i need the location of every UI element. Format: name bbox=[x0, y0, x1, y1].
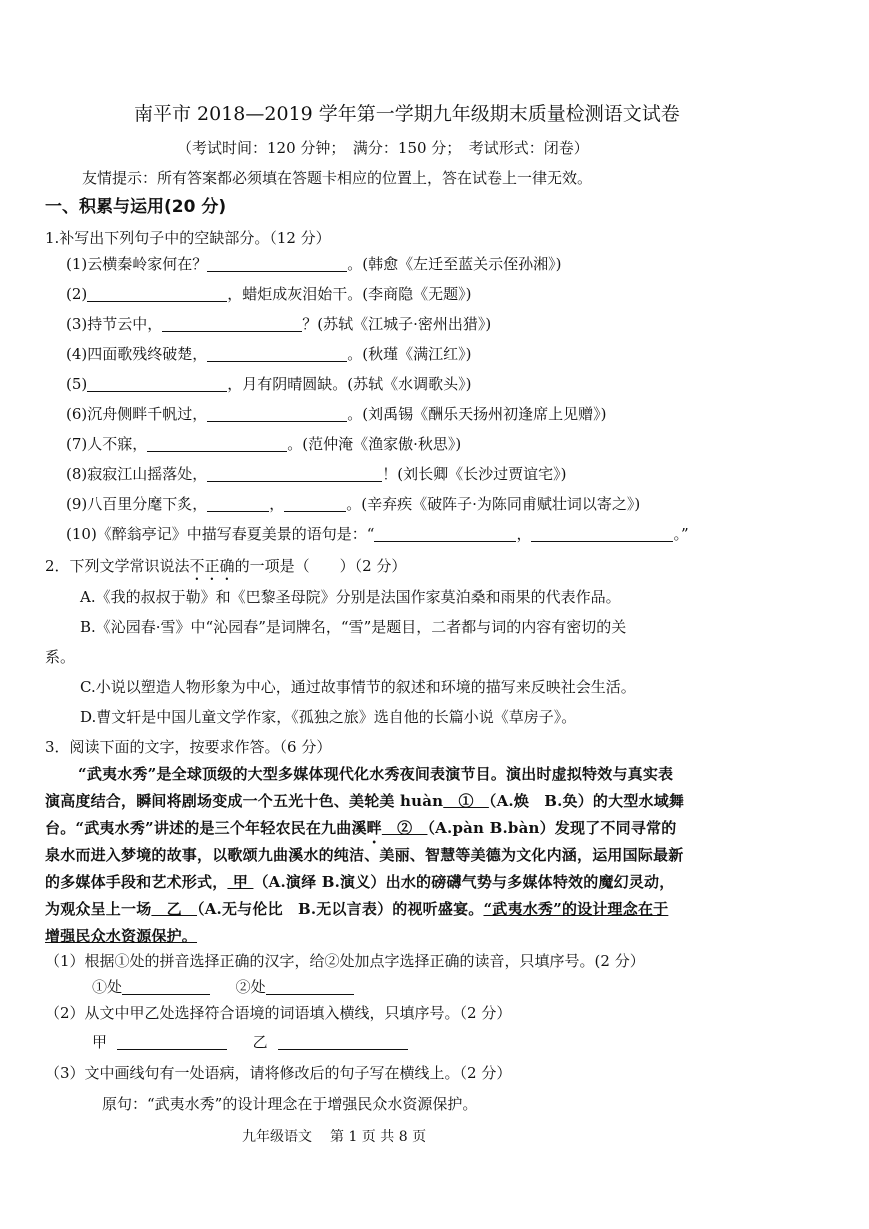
exam-info: （考试时间：120 分钟； 满分：150 分； 考试形式：闭卷） bbox=[177, 139, 589, 157]
q3-sub-2-answers bbox=[92, 1031, 408, 1053]
passage-6a: 为观众呈上一场 bbox=[45, 900, 152, 918]
q1-item-2-pre: (2) bbox=[66, 285, 88, 303]
passage-2a: 演高度结合，瞬间将剧场变成一个五光十色、美轮美 huàn bbox=[45, 792, 444, 810]
q3-sub-3-original: 原句：“武夷水秀”的设计理念在于增强民众水资源保护。 bbox=[102, 1095, 478, 1113]
blank-2-marker: ② bbox=[381, 819, 428, 837]
q3-sub-1-label-b: ②处 bbox=[235, 978, 266, 996]
footer-page-number: 第 1 页 共 8 页 bbox=[330, 1129, 427, 1145]
answer-blank[interactable] bbox=[162, 315, 302, 332]
q2-stem-emphasis: 不正确 bbox=[189, 557, 235, 575]
q1-item-6 bbox=[66, 403, 606, 425]
q1-item-8-pre: (8)寂寂江山摇落处， bbox=[66, 465, 208, 483]
q2-option-b: B.《沁园春·雪》中“沁园春”是词牌名，“雪”是题目，二者都与词的内容有密切的关 bbox=[80, 618, 627, 636]
answer-blank[interactable] bbox=[87, 375, 227, 392]
section-heading: 一、积累与运用(20 分) bbox=[45, 197, 227, 217]
q1-item-9 bbox=[66, 493, 640, 515]
q1-item-8 bbox=[66, 463, 566, 485]
answer-blank[interactable] bbox=[207, 345, 347, 362]
q1-item-9-pre: (9)八百里分麾下炙， bbox=[66, 495, 208, 513]
answer-blank[interactable] bbox=[207, 495, 269, 512]
q1-item-4-post: 。(秋瑾《满江红》) bbox=[347, 345, 472, 363]
q1-item-9-mid: ， bbox=[269, 495, 285, 513]
answer-blank[interactable] bbox=[207, 405, 347, 422]
q3-sub-1-answers bbox=[92, 976, 354, 998]
q1-item-10-mid: ， bbox=[516, 525, 532, 543]
passage-line-4: 泉水而进入梦境的故事，以歌颂九曲溪水的纯洁、美丽、智慧等美德为文化内涵，运用国际最新 bbox=[45, 846, 684, 864]
q2-option-a: A.《我的叔叔于勒》和《巴黎圣母院》分别是法国作家莫泊桑和雨果的代表作品。 bbox=[80, 588, 621, 606]
answer-blank[interactable] bbox=[374, 525, 516, 542]
passage-2b: （A.焕 B.奂）的大型水域舞 bbox=[488, 792, 685, 810]
q1-item-8-post: ！(刘长卿《长沙过贾谊宅》) bbox=[382, 465, 567, 483]
passage-3b: （A.pàn B.bàn）发现了不同寻常的 bbox=[427, 819, 677, 837]
passage-line-1: “武夷水秀”是全球顶级的大型多媒体现代化水秀夜间表演节目。演出时虚拟特效与真实表 bbox=[78, 765, 674, 783]
passage-6b: （A.无与伦比 B.无以言表）的视听盛宴。 bbox=[197, 900, 484, 918]
question-3-stem: 3．阅读下面的文字，按要求作答。（6 分） bbox=[45, 738, 332, 756]
friendly-tip: 友情提示：所有答案都必须填在答题卡相应的位置上，答在试卷上一律无效。 bbox=[82, 169, 593, 187]
q2-option-d: D.曹文轩是中国儿童文学作家，《孤独之旅》选自他的长篇小说《草房子》。 bbox=[80, 708, 577, 726]
q3-sub-1: （1）根据①处的拼音选择正确的汉字，给②处加点字选择正确的读音，只填序号。(2 分） bbox=[45, 952, 645, 970]
q2-option-b-cont: 系。 bbox=[45, 648, 76, 666]
answer-blank[interactable] bbox=[147, 435, 287, 452]
question-2-stem bbox=[45, 555, 406, 584]
q3-sub-3: （3）文中画线句有一处语病，请将修改后的句子写在横线上。（2 分） bbox=[45, 1064, 512, 1082]
q1-item-1-pre: (1)云横秦岭家何在？ bbox=[66, 255, 208, 273]
passage-5a: 的多媒体手段和艺术形式， bbox=[45, 873, 228, 891]
q1-item-3-post: ？(苏轼《江城子·密州出猎》) bbox=[302, 315, 492, 333]
q1-item-4-pre: (4)四面歌残终破楚， bbox=[66, 345, 208, 363]
q1-item-4 bbox=[66, 343, 471, 365]
passage-line-7 bbox=[45, 925, 197, 947]
q1-item-2-post: ，蜡炬成灰泪始干。(李商隐《无题》) bbox=[227, 285, 472, 303]
passage-line-5 bbox=[45, 871, 674, 893]
q1-item-3-pre: (3)持节云中， bbox=[66, 315, 163, 333]
answer-blank[interactable] bbox=[266, 978, 354, 995]
q2-stem-a: 2．下列文学常识说法 bbox=[45, 557, 190, 575]
q1-item-10-pre: (10)《醉翁亭记》中描写春夏美景的语句是：“ bbox=[66, 525, 375, 543]
q1-item-10 bbox=[66, 523, 689, 545]
q1-item-5 bbox=[66, 373, 471, 395]
answer-blank[interactable] bbox=[207, 255, 347, 272]
q1-item-5-post: ，月有阴晴圆缺。(苏轼《水调歌头》) bbox=[227, 375, 472, 393]
footer bbox=[242, 1126, 426, 1148]
passage-5b: （A.演绎 B.演义）出水的磅礴气势与多媒体特效的魔幻灵动， bbox=[253, 873, 675, 891]
q3-sub-1-label-a: ①处 bbox=[92, 978, 123, 996]
q1-item-6-post: 。(刘禹锡《酬乐天扬州初逢席上见赠》) bbox=[347, 405, 607, 423]
underlined-sentence-part-1: “武夷水秀”的设计理念在于 bbox=[483, 900, 669, 918]
q1-item-7-post: 。(范仲淹《渔家傲·秋思》) bbox=[287, 435, 462, 453]
answer-blank[interactable] bbox=[207, 465, 382, 482]
blank-yi-marker: 乙 bbox=[151, 900, 198, 918]
passage-line-3 bbox=[45, 817, 676, 847]
page-title: 南平市 2018—2019 学年第一学期九年级期末质量检测语文试卷 bbox=[134, 103, 680, 125]
q1-item-1 bbox=[66, 253, 561, 275]
q1-item-7-pre: (7)人不寐， bbox=[66, 435, 148, 453]
q1-item-1-post: 。(韩愈《左迁至蓝关示侄孙湘》) bbox=[347, 255, 562, 273]
q3-sub-2-label-yi: 乙 bbox=[252, 1033, 268, 1051]
q1-item-6-pre: (6)沉舟侧畔千帆过， bbox=[66, 405, 208, 423]
blank-1-marker: ① bbox=[443, 792, 489, 810]
answer-blank[interactable] bbox=[531, 525, 673, 542]
q1-item-3 bbox=[66, 313, 491, 335]
q2-option-c: C.小说以塑造人物形象为中心，通过故事情节的叙述和环境的描写来反映社会生活。 bbox=[80, 678, 636, 696]
q1-item-2 bbox=[66, 283, 471, 305]
q3-sub-2: （2）从文中甲乙处选择符合语境的词语填入横线，只填序号。（2 分） bbox=[45, 1004, 512, 1022]
q1-item-9-post: 。(辛弃疾《破阵子·为陈同甫赋壮词以寄之》) bbox=[346, 495, 641, 513]
q1-item-10-post: 。” bbox=[673, 525, 689, 543]
underlined-sentence-part-2: 增强民众水资源保护。 bbox=[45, 927, 198, 945]
passage-line-2 bbox=[45, 790, 684, 812]
answer-blank[interactable] bbox=[87, 285, 227, 302]
question-1-stem: 1.补写出下列句子中的空缺部分。（12 分） bbox=[45, 229, 331, 247]
answer-blank[interactable] bbox=[117, 1033, 227, 1050]
answer-blank[interactable] bbox=[284, 495, 346, 512]
q1-item-7 bbox=[66, 433, 461, 455]
q3-sub-2-label-jia: 甲 bbox=[92, 1033, 108, 1051]
q2-stem-b: 的一项是（ ）（2 分） bbox=[234, 557, 407, 575]
answer-blank[interactable] bbox=[278, 1033, 408, 1050]
passage-line-6 bbox=[45, 898, 668, 920]
passage-3-dotted: 畔 bbox=[366, 819, 382, 837]
q1-item-5-pre: (5) bbox=[66, 375, 88, 393]
answer-blank[interactable] bbox=[122, 978, 210, 995]
blank-jia-marker: 甲 bbox=[227, 873, 254, 891]
footer-subject: 九年级语文 bbox=[242, 1129, 312, 1145]
passage-3a: 台。“武夷水秀”讲述的是三个年轻农民在九曲溪 bbox=[45, 819, 367, 837]
